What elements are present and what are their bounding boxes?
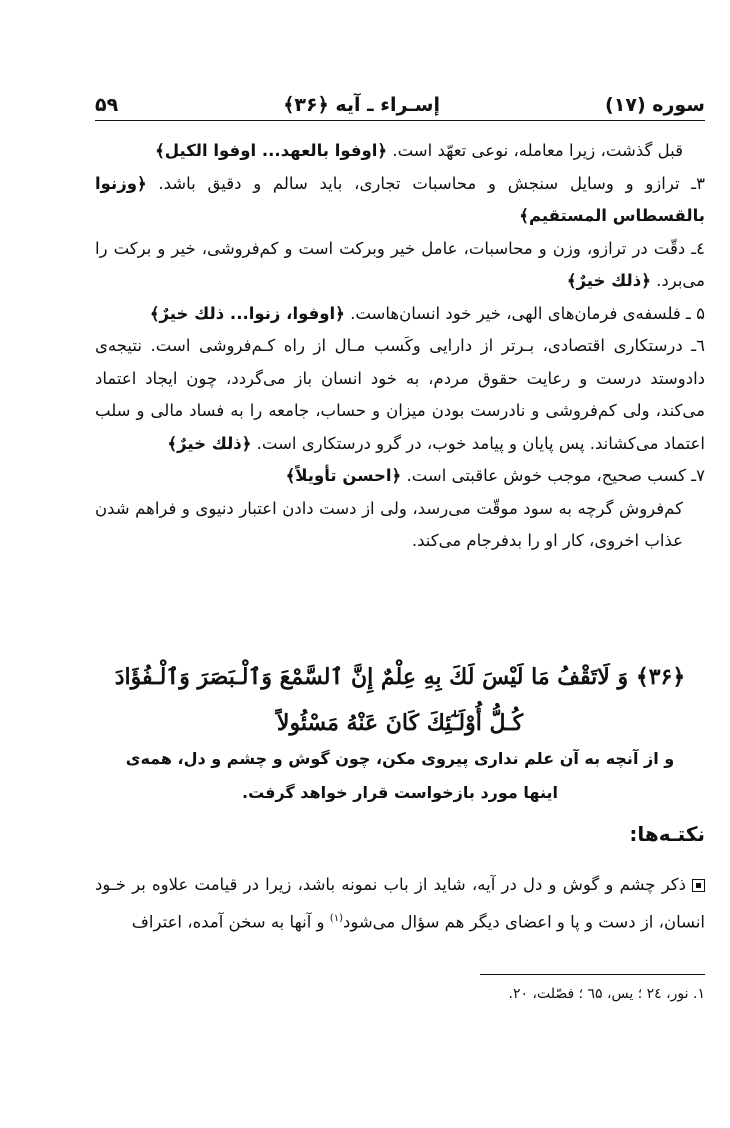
verse-number: ﴿۳۶﴾ [635, 664, 686, 690]
paragraph: ۷ـ کسب صحیح، موجب خوش عاقبتی است. ﴿احسن تأویلاً﴾ [285, 466, 705, 485]
page-body [95, 135, 705, 558]
quran-verse [95, 654, 705, 746]
footnote-rule [480, 974, 705, 975]
paragraph: ۵ ـ فلسفه‌ی فرمان‌های الهی، خیر خود انسان‌هاست. ﴿اوفوا، زنوا... ذلك خیرٌ﴾ [149, 303, 705, 323]
page-number: ۵۹ [95, 94, 119, 116]
surah-label: سوره (۱۷) [605, 94, 705, 116]
notes-body: ذکر چشم و گوش و دل در آیه، شاید از باب نمونه باشد، زیرا در قیامت علاوه بر خـود انسان، از دست و پا و اعضای دیگر هم سؤال می‌شود$^{(۱)}$ و آنها به سخن آمده، اعتراف [95, 875, 705, 932]
verse-translation: و از آنچه به آن علم نداری پیروی مکن، چون گوش و چشم و دل، همه‌ی اینها مورد بازخواست قرار خواهد گرفت. [125, 749, 675, 802]
footnote: ۱. نور، ۲٤ ؛ یس، ٦۵ ؛ فصّلت، ۲۰. [508, 986, 705, 1002]
bullet-square-icon [692, 879, 705, 892]
quran-quote: ﴿اوفوا، زنوا... ذلك خیرٌ﴾ [149, 303, 345, 323]
paragraph: ٦ـ درستکاری اقتصادی، بـرتر از دارایی وکَسب مـال از راه کـم‌فروشی است. نتیجه‌ی دادوستد درست و رعایت حقوق مردم، به خود انسان باز می‌گردد، چون ایجاد اعتماد می‌کند، ولی کم‌فروشی و نادرست بودن میزان و حساب، جامعه را به فساد مالی و سلب اعتماد می‌کشاند. پس پایان و پیامد خوب، در گرو درستکاری است. ﴿ذلك خیرٌ﴾ [95, 336, 705, 453]
paragraph: ٤ـ دقّت در ترازو، وزن و محاسبات، عامل خیر وبرکت است و کم‌فروشی، خیر و برکت را می‌برد. ﴿ذلك خیرٌ﴾ [95, 238, 705, 290]
quran-quote: ﴿ذلك خیرٌ﴾ [566, 271, 651, 290]
paragraph: ۳ـ ترازو و وسایل سنجش و محاسبات تجاری، باید سالم و دقیق باشد. ﴿وزنوا بالقسطاس المستقیم﴾ [95, 173, 705, 225]
verse-text: وَ لَاتَقْفُ مَا لَیْسَ لَكَ بِهِ عِلْمٌ إِنَّ ٱلسَّمْعَ وَٱلْـبَصَرَ وَٱلْـفُؤَادَ كُـلُّ أُوْلَـٰٓئِكَ كَانَ عَنْهُ مَسْئُولاً [114, 664, 629, 736]
quran-quote: ﴿اوفوا بالعهد... اوفوا الکیل﴾ [155, 141, 388, 160]
page-header [95, 88, 705, 122]
header-rule [95, 120, 705, 121]
surah-title: إسـراء ـ آیه ﴿۳۶﴾ [283, 94, 440, 116]
quran-quote: ﴿وزنوا بالقسطاس المستقیم﴾ [95, 173, 705, 225]
quran-quote: ﴿ذلك خیرٌ﴾ [167, 433, 252, 453]
paragraph: کم‌فروش گرچه به سود موقّت می‌رسد، ولی از دست دادن اعتبار دنیوی و فراهم شدن عذاب اخروی، کار او را بدفرجام می‌کند. [95, 498, 683, 550]
footnote-ref: (۱) [329, 913, 343, 924]
notes-heading: نکتـه‌ها: [629, 822, 705, 846]
paragraph: قبل گذشت، زیرا معامله، نوعی تعهّد است. ﴿اوفوا بالعهد... اوفوا الکیل﴾ [155, 141, 683, 160]
quran-quote: ﴿احسن تأویلاً﴾ [285, 466, 402, 485]
